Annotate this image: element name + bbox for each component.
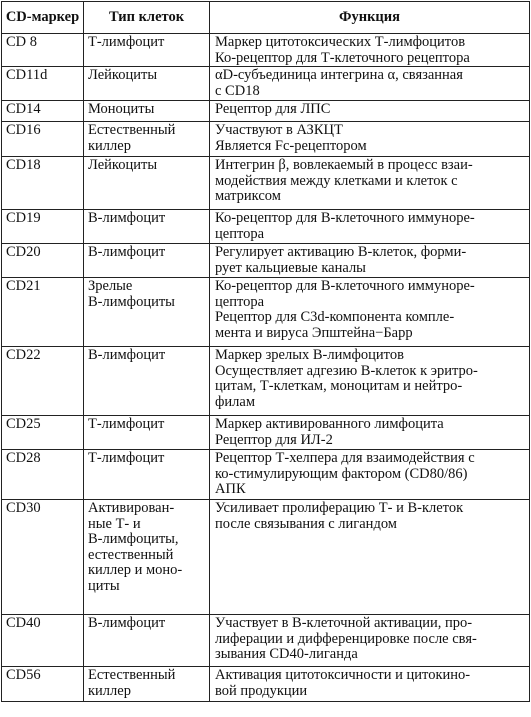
cd-marker-cell: CD16: [2, 122, 84, 157]
cd-marker-cell: CD30: [2, 500, 84, 615]
cd-marker-cell: CD19: [2, 210, 84, 244]
cd-marker-cell: CD40: [2, 615, 84, 667]
cd-marker-cell: CD14: [2, 101, 84, 122]
function-line: Ко-рецептор для Т-клеточного рецептора: [215, 49, 470, 66]
cell-type-line: киллер: [88, 137, 131, 154]
table-row: [2, 122, 530, 157]
cell-type-line: естественный: [88, 546, 174, 563]
cd-marker-table: [1, 1, 530, 702]
function-line: мента и вируса Эпштейна−Барр: [215, 324, 413, 341]
function-cell: [210, 347, 530, 416]
function-line: Интегрин β, вовлекаемый в процесс взаи-: [215, 157, 473, 173]
function-line: зывания CD40-лиганда: [215, 646, 358, 662]
cell-type-line: Т-лимфоцит: [88, 416, 165, 432]
cell-type-line: B-лимфоциты: [88, 293, 175, 310]
function-cell: [210, 244, 530, 278]
cd-marker-cell: CD20: [2, 244, 84, 278]
function-cell: [210, 278, 530, 347]
function-cell: [210, 157, 530, 210]
cd-marker-cell: CD21: [2, 278, 84, 347]
cell-type-line: Т-лимфоцит: [88, 450, 165, 466]
function-line: вой продукции: [215, 682, 308, 699]
cell-type-line: киллер и моно-: [88, 562, 183, 578]
function-line: Рецептор для ИЛ-2: [215, 431, 333, 448]
cell-type-line: киллер: [88, 682, 131, 699]
cell-type-cell: [84, 347, 210, 416]
function-line: Рецептор для C3d-компонента компле-: [215, 309, 455, 325]
cell-type-cell: [84, 244, 210, 278]
function-line: Рецептор Т-хелпера для взаимодействия с: [215, 450, 475, 466]
cd-marker-cell: CD22: [2, 347, 84, 416]
cd-marker-cell: CD11d: [2, 67, 84, 101]
function-cell: [210, 101, 530, 122]
cell-type-line: циты: [88, 577, 120, 594]
cell-type-line: Естественный: [88, 667, 176, 683]
function-cell: [210, 122, 530, 157]
table-row: [2, 157, 530, 210]
function-line: цептора: [215, 225, 265, 242]
table-row: [2, 667, 530, 702]
cell-type-cell: [84, 416, 210, 450]
cd-marker-cell: CD25: [2, 416, 84, 450]
cell-type-line: B-лимфоциты,: [88, 531, 179, 547]
table-row: [2, 67, 530, 101]
cell-type-line: Активирован-: [88, 500, 175, 516]
function-line: αD-субъединица интегрина α, связанная: [215, 67, 463, 83]
table-row: [2, 101, 530, 122]
cell-type-cell: [84, 615, 210, 667]
function-cell: [210, 615, 530, 667]
cd-marker-cell: CD28: [2, 450, 84, 500]
cell-type-cell: [84, 210, 210, 244]
cell-type-cell: [84, 67, 210, 101]
function-cell: [210, 34, 530, 67]
header-cd-marker: CD-маркер: [2, 2, 84, 34]
cd-marker-cell: CD 8: [2, 34, 84, 67]
table-row: [2, 244, 530, 278]
function-line: рует кальциевые каналы: [215, 259, 366, 276]
function-line: после связывания с лигандом: [215, 515, 397, 532]
cell-type-line: ные Т- и: [88, 515, 141, 532]
function-line: Маркер цитотоксических Т-лимфоцитов: [215, 34, 466, 50]
function-line: цептора: [215, 293, 265, 310]
cell-type-cell: [84, 34, 210, 67]
table-row: [2, 500, 530, 615]
function-line: Усиливает пролиферацию Т- и B-клеток: [215, 500, 464, 516]
function-line: АПК: [215, 481, 246, 497]
function-line: ко-стимулирующим фактором (CD80/86): [215, 465, 468, 482]
cell-type-cell: [84, 667, 210, 702]
function-line: матриксом: [215, 188, 281, 204]
cell-type-cell: [84, 157, 210, 210]
table-row: [2, 210, 530, 244]
table-row: [2, 416, 530, 450]
function-line: Маркер зрелых B-лимфоцитов: [215, 347, 404, 363]
function-cell: [210, 500, 530, 615]
cell-type-line: Зрелые: [88, 278, 133, 294]
function-line: филам: [215, 393, 256, 410]
function-line: Участвует в B-клеточной активации, про-: [215, 615, 473, 631]
table-row: [2, 347, 530, 416]
header-function: Функция: [210, 2, 530, 34]
cell-type-line: Моноциты: [88, 101, 155, 117]
function-line: Участвуют в АЗКЦТ: [215, 122, 343, 138]
function-line: Рецептор для ЛПС: [215, 101, 331, 117]
cd-marker-cell: CD56: [2, 667, 84, 702]
function-line: Регулирует активацию B-клеток, форми-: [215, 244, 467, 260]
cell-type-line: Т-лимфоцит: [88, 34, 165, 50]
cell-type-line: B-лимфоцит: [88, 615, 166, 631]
function-cell: [210, 67, 530, 101]
table-row: [2, 615, 530, 667]
function-line: Активация цитотоксичности и цитокино-: [215, 667, 471, 683]
cell-type-line: B-лимфоцит: [88, 347, 166, 363]
table-row: [2, 278, 530, 347]
function-line: с CD18: [215, 82, 260, 99]
cell-type-line: Лейкоциты: [88, 157, 158, 173]
table-row: [2, 34, 530, 67]
cell-type-cell: [84, 500, 210, 615]
cd-marker-cell: CD18: [2, 157, 84, 210]
cell-type-cell: [84, 450, 210, 500]
function-line: модействия между клетками и клеток с: [215, 172, 458, 189]
function-line: Осуществляет адгезию B-клеток к эритро-: [215, 362, 478, 379]
table-body: [2, 34, 530, 702]
function-line: Является Fc-рецептором: [215, 137, 367, 154]
function-line: Ко-рецептор для B-клеточного иммунорe-: [215, 278, 475, 294]
cell-type-cell: [84, 122, 210, 157]
function-line: Маркер активированного лимфоцита: [215, 416, 444, 432]
function-line: цитам, Т-клеткам, моноцитам и нейтро-: [215, 378, 463, 394]
cell-type-line: Лейкоциты: [88, 67, 158, 83]
function-cell: [210, 416, 530, 450]
header-cell-type: Тип клеток: [84, 2, 210, 34]
table-header-row: [2, 2, 530, 34]
cell-type-line: Естественный: [88, 122, 176, 138]
function-line: Ко-рецептор для B-клеточного иммуноре-: [215, 210, 475, 226]
table-row: [2, 450, 530, 500]
cell-type-line: B-лимфоцит: [88, 244, 166, 260]
function-line: лиферации и дифференцировке после свя-: [215, 630, 477, 647]
function-cell: [210, 210, 530, 244]
function-cell: [210, 450, 530, 500]
function-cell: [210, 667, 530, 702]
cell-type-cell: [84, 101, 210, 122]
cell-type-line: B-лимфоцит: [88, 210, 166, 226]
cell-type-cell: [84, 278, 210, 347]
